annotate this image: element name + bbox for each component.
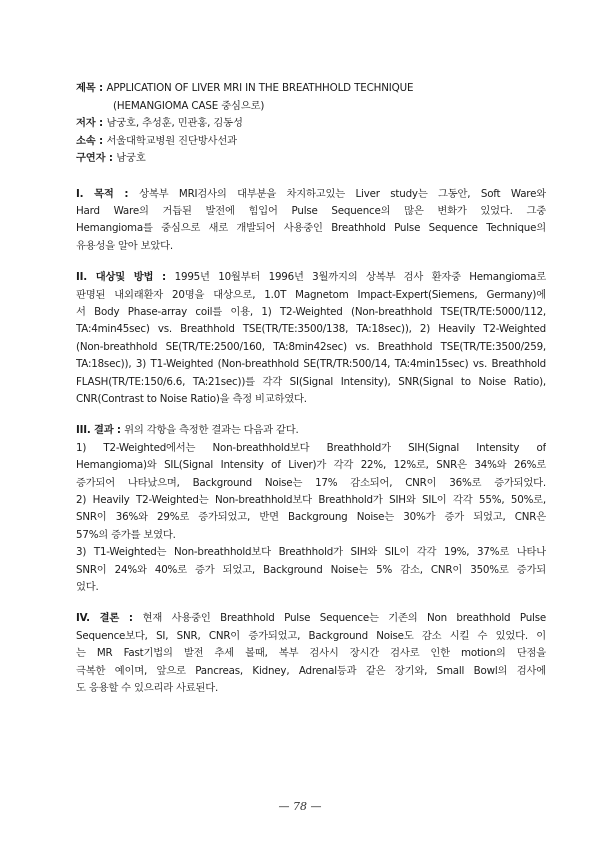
paragraph-line: Sequence보다, SI, SNR, CNR이 증가되었고, Background Noise도 감소 시킬 수 있었다. 이	[76, 629, 546, 642]
section-line	[76, 610, 546, 627]
affiliation-text: 서울대학교병원 진단방사선과	[106, 134, 237, 147]
paragraph-line: 증가되어 나타났으며, Background Noise는 17% 감소되어, CNR이 36%로 증가되었다.	[76, 476, 546, 489]
paragraph-line: 2) Heavily T2-Weighted는 Non-breathhold보다 Breathhold가 SIH와 SIL이 각각 55%, 50%로,	[76, 494, 546, 506]
paragraph-line: 는 MR Fast기법의 발전 추세 볼때, 복부 검사시 장시간 검사로 인한 motion의 단점을	[76, 647, 546, 660]
title-line-2	[76, 98, 546, 116]
paragraph-line: CNR(Contrast to Noise Ratio)을 측정 비교하였다.	[76, 392, 307, 405]
paragraph-line: 57%의 증가를 보였다.	[76, 528, 176, 541]
section-methods	[76, 269, 546, 408]
paragraph-line: SNR이 24%와 40%로 증가 되었고, Background Noise는 5% 감소, CNR이 350%로 증가되	[76, 563, 546, 576]
paragraph-text: 현재 사용중인 Breathhold Pulse Sequence는 기존의 Non breathhold Pulse	[142, 612, 546, 625]
section-line	[76, 269, 546, 286]
affiliation-label: 소속 :	[76, 134, 107, 147]
paragraph-text: 1995년 10월부터 1996년 3월까지의 상복부 검사 환자중 Hemangioma로	[174, 271, 546, 284]
presenter-label: 구연자 :	[76, 152, 117, 164]
paragraph-line: (Non-breathhold SE(TR/TE:2500/160, TA:8min42sec) vs. Breathhold TSE(TR/TE:3500/259,	[76, 340, 546, 353]
paragraph-line: 판명된 내외래환자 20명을 대상으로, 1.0T Magnetom Impact-Expert(Siemens, Germany)에	[76, 288, 546, 301]
title-subtitle: (HEMANGIOMA CASE 중심으로)	[113, 99, 265, 112]
presenter-text: 남궁호	[116, 152, 146, 164]
paragraph-line: 1) T2-Weighted에서는 Non-breathhold보다 Breathhold가 SIH(Signal Intensity of	[76, 441, 546, 454]
paragraph-line: 극복한 예이며, 앞으로 Pancreas, Kidney, Adrenal등과 같은 장기와, Small Bowl의 검사에	[76, 664, 546, 677]
paragraph-line: FLASH(TR/TE:150/6.6, TA:21sec))를 각각 SI(Signal Intensity), SNR(Signal to Noise Ratio),	[76, 375, 546, 388]
title-label: 제목 :	[76, 82, 107, 94]
section-heading-purpose: I. 목적 :	[76, 187, 140, 200]
paragraph-text: 상복부 MRI검사의 대부분을 차지하고있는 Liver study는 그동안, Soft Ware와	[139, 187, 546, 200]
paragraph-line: 서 Body Phase-array coil를 이용, 1) T2-Weighted (Non-breathhold TSE(TR/TE:5000/112,	[76, 305, 546, 318]
section-conclusion	[76, 610, 546, 697]
section-heading-methods: II. 대상및 방법 :	[76, 271, 175, 284]
paragraph-line: 유용성을 알아 보았다.	[76, 239, 173, 252]
paragraph-line: Hemangioma를 중심으로 새로 개발되어 사용중인 Breathhold Pulse Sequence Technique의	[76, 222, 546, 235]
section-heading-conclusion: IV. 결론 :	[76, 612, 143, 625]
section-line	[76, 186, 546, 203]
affiliation-line	[76, 133, 546, 151]
paragraph-line: 3) T1-Weighted는 Non-breathhold보다 Breathhold가 SIH와 SIL이 각각 19%, 37%로 나타나	[76, 546, 546, 559]
paragraph-line: TA:4min45sec) vs. Breathhold TSE(TR/TE:3500/138, TA:18sec)), 2) Heavily T2-Weighted	[76, 323, 546, 336]
authors-text: 남궁호, 추성훈, 민관홍, 김동성	[106, 117, 243, 129]
abstract-meta	[76, 80, 546, 168]
section-heading-results: III. 결과 :	[76, 424, 125, 437]
authors-line	[76, 115, 546, 133]
section-line	[76, 422, 546, 439]
paragraph-line: Hemangioma)와 SIL(Signal Intensity of Liver)가 각각 22%, 12%로, SNR은 34%와 26%로	[76, 459, 546, 472]
page-number: — 78 —	[278, 800, 322, 813]
paragraph-line: TA:18sec)), 3) T1-Weighted (Non-breathhold SE(TR/TR:500/14, TA:4min15sec) vs. Breathhold	[76, 358, 546, 371]
paragraph-text: 위의 각항을 측정한 결과는 다음과 같다.	[124, 424, 299, 437]
title-line	[76, 80, 546, 98]
paragraph-line: 었다.	[76, 581, 99, 594]
authors-label: 저자 :	[76, 117, 107, 129]
document-body	[76, 80, 546, 697]
section-results	[76, 422, 546, 596]
paragraph-line: 도 응용할 수 있으리라 사료된다.	[76, 682, 219, 695]
title-text: APPLICATION OF LIVER MRI IN THE BREATHHOLD TECHNIQUE	[106, 82, 414, 94]
presenter-line	[76, 150, 546, 168]
section-purpose	[76, 186, 546, 256]
paragraph-line: Hard Ware의 거듭된 발전에 힘입어 Pulse Sequence의 많은 변화가 있었다. 그중	[76, 204, 546, 217]
paragraph-line: SNR이 36%와 29%로 증가되었고, 반면 Backgroung Noise는 30%가 증가 되었고, CNR은	[76, 511, 546, 524]
